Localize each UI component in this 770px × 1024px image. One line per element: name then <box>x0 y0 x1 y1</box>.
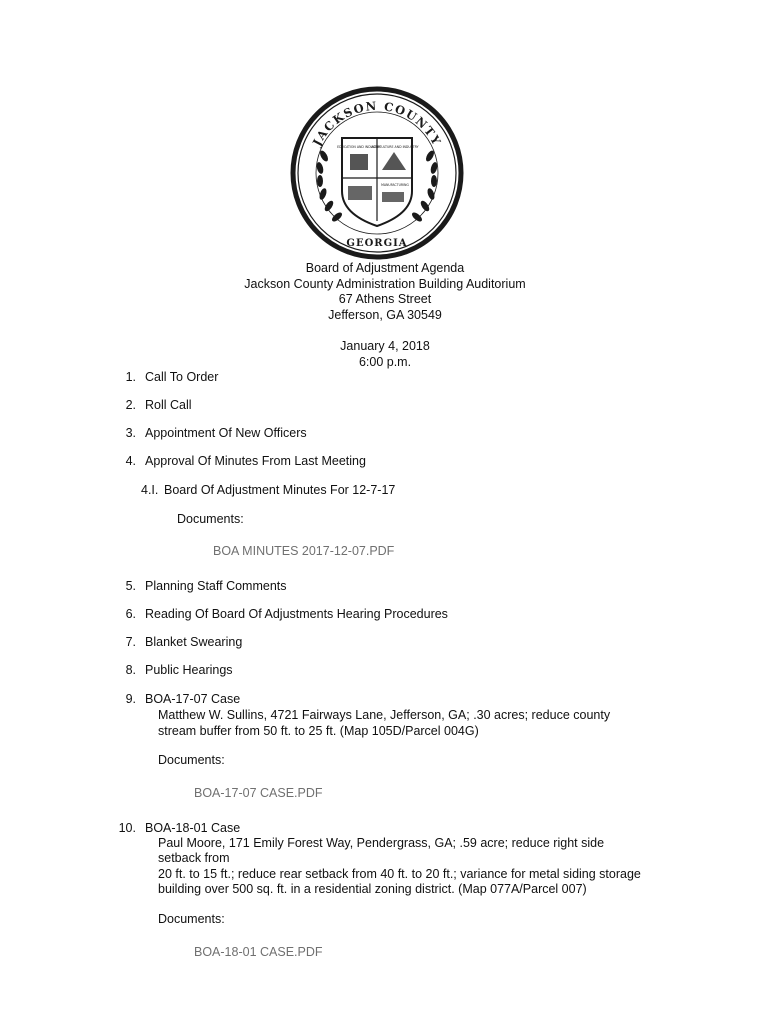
item-number: 5. <box>125 579 136 593</box>
jackson-county-seal-logo <box>290 86 464 260</box>
case-18-01-pdf-link[interactable]: BOA-18-01 CASE.PDF <box>194 945 323 959</box>
minutes-pdf-link[interactable]: BOA MINUTES 2017-12-07.PDF <box>213 544 395 558</box>
case-detail-line: stream buffer from 50 ft. to 25 ft. (Map 105D/Parcel 004G) <box>158 724 479 738</box>
agenda-subitem-minutes-12-7-17: Board Of Adjustment Minutes For 12-7-17 <box>164 483 396 497</box>
agenda-item-new-officers: Appointment Of New Officers <box>145 426 307 440</box>
shield-text-manufacturing: MANUFACTURING <box>381 183 409 187</box>
case-detail-line: setback from <box>158 851 230 865</box>
case-17-07-pdf-link[interactable]: BOA-17-07 CASE.PDF <box>194 786 323 800</box>
agenda-item-blanket-swearing: Blanket Swearing <box>145 635 243 649</box>
agenda-header <box>0 261 770 370</box>
documents-label: Documents: <box>158 912 225 926</box>
meeting-time: 6:00 p.m. <box>358 354 412 369</box>
item-number: 7. <box>125 635 136 649</box>
shield-text-agriculture: AGRICULTURE AND INDUSTRY <box>371 145 419 149</box>
item-number: 3. <box>125 426 136 440</box>
documents-label: Documents: <box>177 512 244 526</box>
item-number: 1. <box>125 370 136 384</box>
shield-text-education: EDUCATION AND INDUSTRY <box>337 145 381 149</box>
item-number: 4. <box>125 454 136 468</box>
item-number: 2. <box>125 398 136 412</box>
case-detail-line: building over 500 sq. ft. in a residential zoning district. (Map 077A/Parcel 007) <box>158 882 587 896</box>
item-number: 10. <box>118 821 136 835</box>
item-number: 6. <box>125 607 136 621</box>
agenda-item-staff-comments: Planning Staff Comments <box>145 579 287 593</box>
case-detail-line: Paul Moore, 171 Emily Forest Way, Pendergrass, GA; .59 acre; reduce right side <box>158 836 605 850</box>
case-detail-line: Matthew W. Sullins, 4721 Fairways Lane, Jefferson, GA; .30 acres; reduce county <box>158 708 611 722</box>
agenda-title: Board of Adjustment Agenda <box>305 261 465 275</box>
agenda-item-approval-minutes: Approval Of Minutes From Last Meeting <box>145 454 366 468</box>
agenda-item-case-boa-18-01: BOA-18-01 Case <box>145 821 241 835</box>
agenda-item-call-to-order: Call To Order <box>145 370 219 384</box>
meeting-location: Jackson County Administration Building Auditorium <box>244 276 526 291</box>
agenda-item-public-hearings: Public Hearings <box>145 663 233 677</box>
agenda-item-case-boa-17-07: BOA-17-07 Case <box>145 692 241 706</box>
agenda-item-hearing-procedures: Reading Of Board Of Adjustments Hearing Procedures <box>145 607 448 621</box>
seal-top-text: JACKSON COUNTY <box>309 98 445 149</box>
item-number: 8. <box>125 663 136 677</box>
street-address: 67 Athens Street <box>338 292 432 306</box>
documents-label: Documents: <box>158 753 225 767</box>
meeting-date: January 4, 2018 <box>340 339 430 353</box>
case-detail-line: 20 ft. to 15 ft.; reduce rear setback from 40 ft. to 20 ft.; variance for metal siding storage <box>158 867 641 881</box>
city-state-zip: Jefferson, GA 30549 <box>328 307 442 322</box>
item-number: 9. <box>125 692 136 706</box>
agenda-item-roll-call: Roll Call <box>145 398 192 412</box>
item-number: 4.I. <box>141 483 159 497</box>
seal-bottom-text: GEORGIA <box>346 238 408 249</box>
